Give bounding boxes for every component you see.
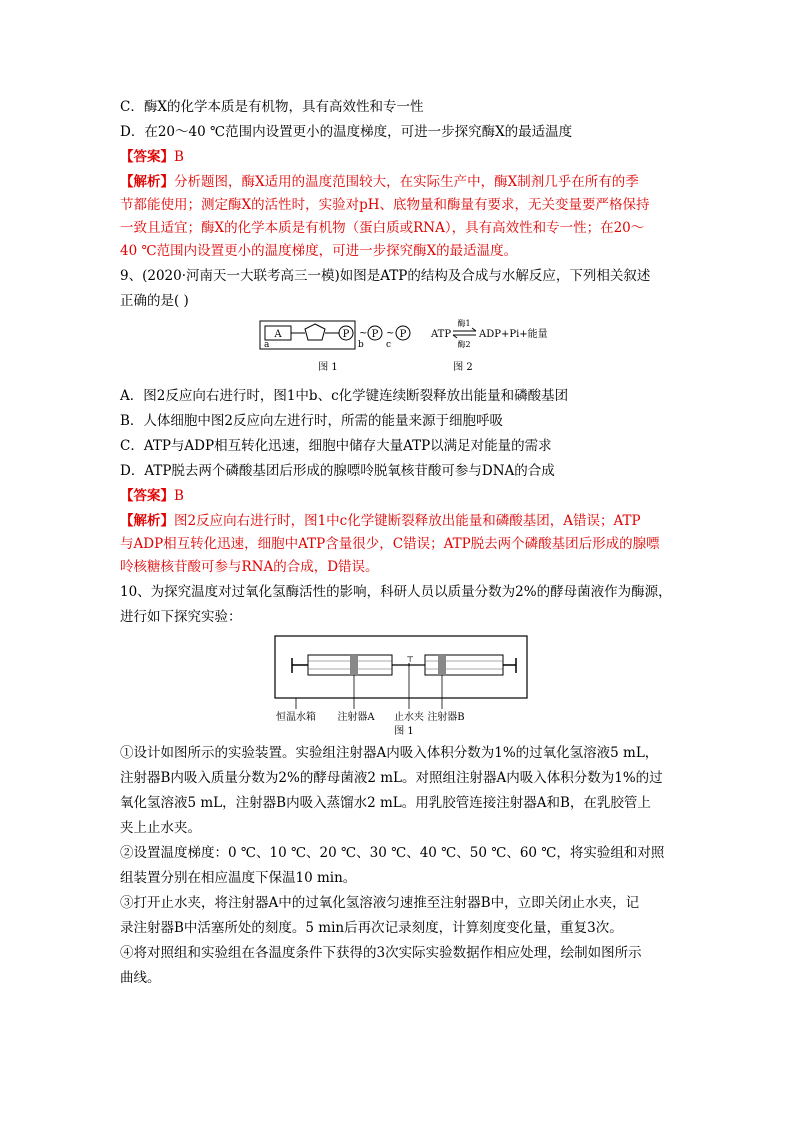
phosphate-2-label: P	[371, 329, 379, 340]
label-a: a	[264, 340, 270, 350]
answer-tag: 【答案】	[120, 488, 174, 504]
label-clamp: 止水夹	[394, 712, 424, 723]
q10-step-line-7: ③打开止水夹，将注射器A中的过氧化氢溶液匀速推至注射器B中，立即关闭止水夹，记	[120, 895, 640, 911]
high-energy-bond-c: ~	[386, 328, 395, 339]
analysis-text: 分析题图，酶X适用的温度范围较大，在实际生产中，酶X制剂几乎在所有的季	[174, 174, 639, 190]
q9-stem-line-1: 9、(2020·河南天一大联考高三一模)如图是ATP的结构及合成与水解反应，下列相关叙述	[120, 268, 651, 284]
products-text: ADP+Pi+能量	[479, 329, 548, 340]
analysis-tag: 【解析】	[120, 174, 174, 190]
q8-analysis-line-1	[120, 173, 639, 191]
q10-step-line-6: 组装置分别在相应温度下保温10 min。	[120, 870, 357, 886]
q9-analysis-line-1	[120, 512, 641, 530]
label-syringe-b: 注射器B	[427, 712, 465, 723]
q9-option-d: D．ATP脱去两个磷酸基团后形成的腺嘌呤脱氧核苷酸可参与DNA的合成	[120, 463, 555, 479]
q9-analysis-line-3: 呤核糖核苷酸可参与RNA的合成，D错误。	[120, 559, 379, 575]
q10-step-line-3: 氧化氢溶液5 mL，注射器B内吸入蒸馏水2 mL。用乳胶管连接注射器A和B，在乳胶管上	[120, 795, 651, 811]
q10-stem-line-1: 10、为探究温度对过氧化氢酶活性的影响，科研人员以质量分数为2%的酵母菌液作为酶源，	[120, 584, 672, 600]
adenine-label: A	[274, 329, 282, 340]
phosphate-1-label: P	[342, 329, 350, 340]
syringe-b-barrel	[425, 655, 503, 675]
atp-text: ATP	[431, 329, 452, 340]
q10-step-line-10: 曲线。	[120, 970, 161, 986]
q9-answer	[120, 487, 184, 505]
enzyme-1-label: 酶1	[457, 319, 471, 328]
q8-analysis-line-3: 一致且适宜；酶X的化学本质是有机物（蛋白质或RNA），具有高效性和专一性；在20～	[120, 220, 645, 236]
q10-step-line-1: ①设计如图所示的实验装置。实验组注射器A内吸入体积分数为1%的过氧化氢溶液5 mL，	[120, 745, 659, 761]
q9-analysis-line-2: 与ADP相互转化迅速，细胞中ATP含量很少，C错误；ATP脱去两个磷酸基团后形成的腺嘌	[120, 536, 660, 552]
label-c: c	[386, 340, 392, 350]
label-water-bath: 恒温水箱	[276, 712, 316, 723]
q10-step-line-5: ②设置温度梯度：0 ℃、10 ℃、20 ℃、30 ℃、40 ℃、50 ℃、60 ℃，将实验组和对照	[120, 845, 665, 861]
q10-step-line-8: 录注射器B中活塞所处的刻度。5 min后再次记录刻度，计算刻度变化量，重复3次。	[120, 920, 623, 936]
analysis-text: 图2反应向右进行时，图1中c化学键断裂释放出能量和磷酸基团，A错误；ATP	[174, 513, 641, 529]
q10-step-line-4: 夹上止水夹。	[120, 820, 201, 836]
syringe-a-piston	[350, 655, 358, 675]
q8-analysis-line-2: 节都能使用；测定酶X的活性时，实验对pH、底物量和酶量有要求，无关变量要严格保持	[120, 197, 650, 213]
figure-caption: 图 1	[394, 726, 414, 737]
q8-option-d: D．在20～40 ℃范围内设置更小的温度梯度，可进一步探究酶X的最适温度	[120, 124, 573, 140]
ribose-pentagon	[305, 324, 325, 340]
q9-option-b: B．人体细胞中图2反应向左进行时，所需的能量来源于细胞呼吸	[120, 413, 504, 429]
q8-option-c: C．酶X的化学本质是有机物，具有高效性和专一性	[120, 99, 424, 115]
q9-option-c: C．ATP与ADP相互转化迅速，细胞中储存大量ATP以满足对能量的需求	[120, 438, 552, 454]
q10-step-line-9: ④将对照组和实验组在各温度条件下获得的3次实际实验数据作相应处理，绘制如图所示	[120, 945, 642, 961]
label-syringe-a: 注射器A	[337, 712, 375, 723]
phosphate-3-label: P	[399, 329, 407, 340]
label-b: b	[358, 340, 364, 350]
enzyme-2-label: 酶2	[457, 340, 471, 349]
analysis-tag: 【解析】	[120, 513, 174, 529]
atp-figure	[255, 316, 600, 374]
answer-value: B	[174, 488, 184, 504]
answer-tag: 【答案】	[120, 149, 174, 165]
q9-option-a: A．图2反应向右进行时，图1中b、c化学键连续断裂释放出能量和磷酸基团	[120, 388, 569, 404]
q8-answer	[120, 148, 184, 166]
clamp-mark: ⊤	[406, 655, 414, 664]
q9-stem-line-2: 正确的是( )	[120, 293, 189, 309]
q8-analysis-line-4: 40 ℃范围内设置更小的温度梯度，可进一步探究酶X的最适温度。	[120, 243, 518, 259]
fig2-caption: 图 2	[453, 362, 473, 373]
syringe-apparatus-figure	[272, 633, 530, 737]
q10-step-line-2: 注射器B内吸入质量分数为2%的酵母菌液2 mL。对照组注射器A内吸入体积分数为1%的过	[120, 770, 663, 786]
answer-value: B	[174, 149, 184, 165]
high-energy-bond-b: ~	[359, 328, 368, 339]
syringe-b-piston	[438, 655, 446, 675]
q10-stem-line-2: 进行如下探究实验：	[120, 609, 242, 625]
fig1-caption: 图 1	[318, 362, 338, 373]
water-bath-box	[275, 636, 527, 698]
